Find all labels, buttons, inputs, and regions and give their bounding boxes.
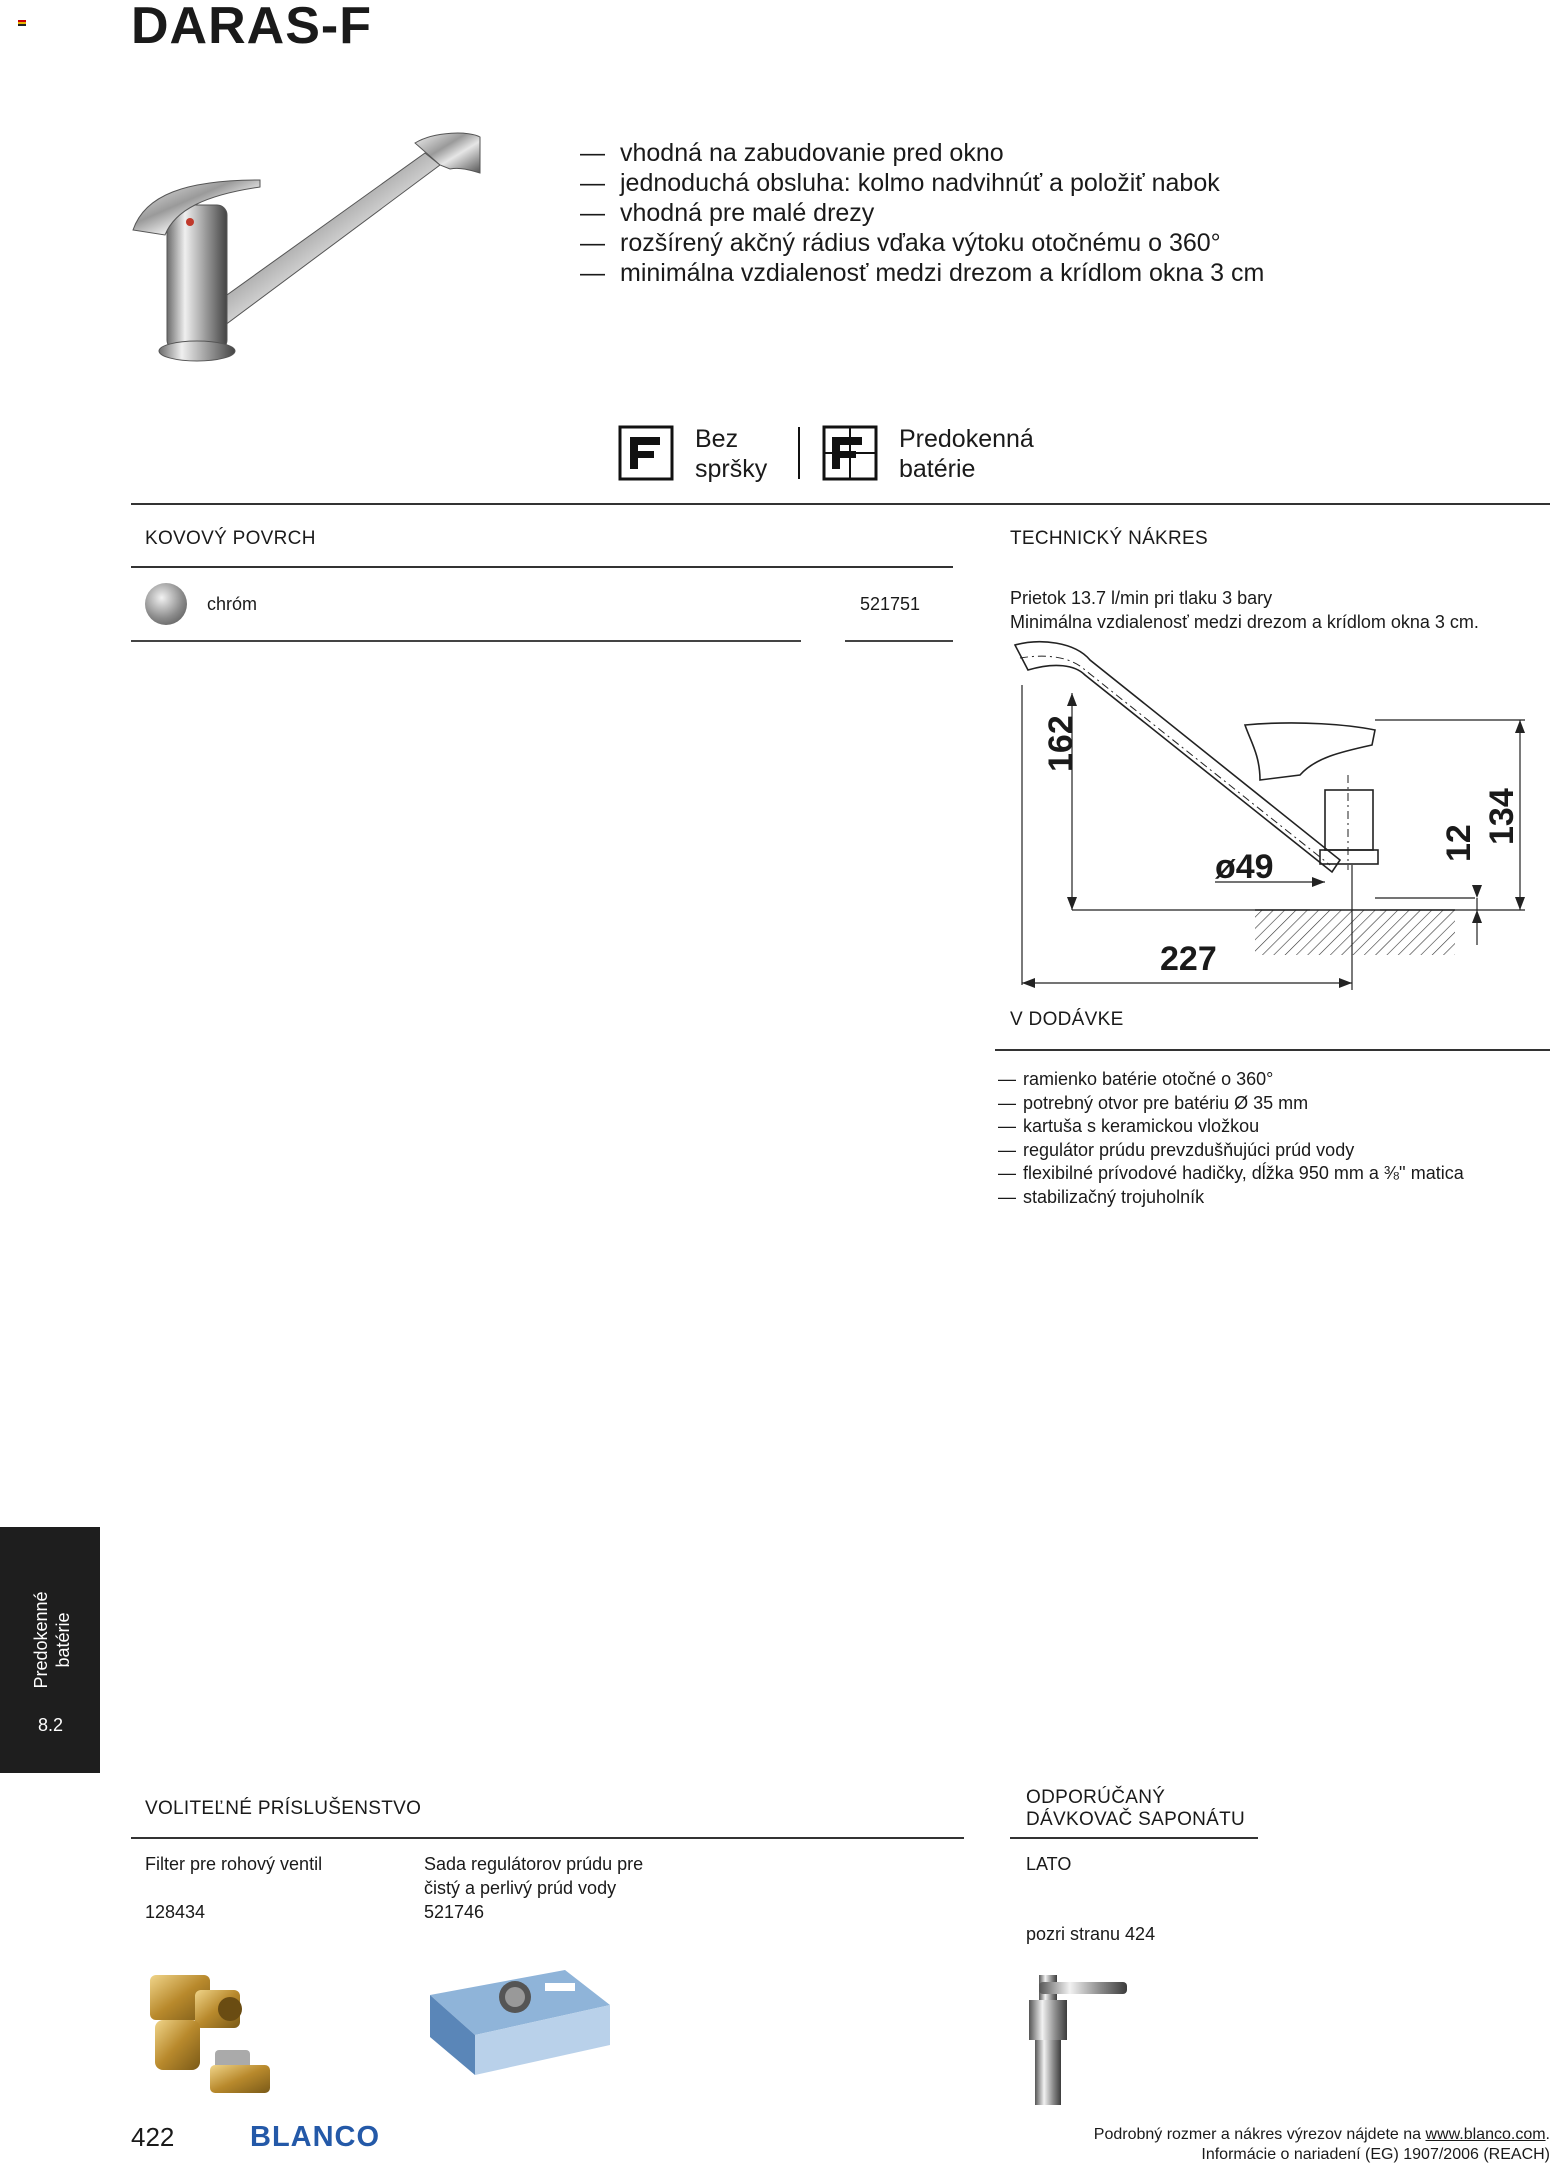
- badge-line: Bez: [695, 425, 739, 453]
- accessories-rule: [131, 1837, 964, 1839]
- accessory-item-filter: [145, 1852, 322, 1924]
- footer-line-1-end: .: [1545, 2126, 1550, 2143]
- dim-lever: 134: [1483, 788, 1521, 845]
- dim-diameter: ø49: [1215, 848, 1274, 886]
- accessory-code: 128434: [145, 1902, 206, 1922]
- accessory-name: Sada regulátorov prúdu pre: [424, 1854, 644, 1874]
- chapter-tab-line: batérie: [53, 1612, 73, 1668]
- footer-line-2: Informácie o nariadení (EG) 1907/2006 (REACH): [1201, 2146, 1550, 2163]
- footer-line-1-text: Podrobný rozmer a nákres výrezov nájdete na: [1093, 2126, 1426, 2143]
- accessory-code: 521746: [424, 1902, 485, 1922]
- finish-heading: KOVOVÝ POVRCH: [145, 528, 316, 549]
- accessory-item-regulator: [424, 1852, 643, 1924]
- dispenser-heading-line: DÁVKOVAČ SAPONÁTU: [1026, 1809, 1246, 1830]
- delivery-heading: V DODÁVKE: [1010, 1009, 1124, 1030]
- delivery-rule: [995, 1049, 1550, 1051]
- feature-item: — vhodná pre malé drezy: [620, 198, 1264, 228]
- soap-dispenser-image: [1025, 1970, 1135, 2110]
- feature-item: — rozšírený akčný rádius vďaka výtoku otočnému o 360°: [620, 228, 1264, 258]
- badge-line: Predokenná: [899, 425, 1034, 453]
- badge-line: batérie: [899, 455, 976, 483]
- technical-flow: Prietok 13.7 l/min pri tlaku 3 bary: [1010, 588, 1273, 608]
- finish-code-rule: [845, 640, 953, 642]
- badge-window-faucet: [899, 424, 1034, 484]
- dim-reach: 227: [1160, 940, 1217, 978]
- technical-drawing: [1000, 640, 1550, 1000]
- dispenser-rule: [1010, 1837, 1258, 1839]
- product-title: DARAS-F: [131, 0, 372, 55]
- feature-list: [620, 138, 1264, 288]
- chapter-tab-label: [30, 1591, 74, 1688]
- window-faucet-icon: [822, 425, 878, 481]
- feature-item: — minimálna vzdialenosť medzi drezom a krídlom okna 3 cm: [620, 258, 1264, 288]
- page-number: 422: [131, 2122, 175, 2152]
- country-flag-icon: [18, 20, 26, 26]
- delivery-item: — stabilizačný trojuholník: [1023, 1186, 1464, 1210]
- regulator-set-box-image: [425, 1965, 615, 2080]
- delivery-item: — flexibilné prívodové hadičky, dĺžka 950 mm a ⅜'' matica: [1023, 1162, 1464, 1186]
- dispenser-name: LATO: [1026, 1854, 1072, 1874]
- filter-valve-image: [140, 1965, 280, 2100]
- accessory-name: čistý a perlivý prúd vody: [424, 1878, 617, 1898]
- chapter-tab-line: Predokenné: [31, 1591, 51, 1689]
- no-spray-icon: [618, 425, 674, 481]
- section-divider: [131, 503, 1550, 505]
- accessory-name: Filter pre rohový ventil: [145, 1854, 323, 1874]
- feature-item: — vhodná na zabudovanie pred okno: [620, 138, 1264, 168]
- dispenser-heading-line: ODPORÚČANÝ: [1026, 1787, 1166, 1808]
- badge-no-spray: [695, 424, 767, 484]
- finish-code: 521751: [860, 594, 921, 614]
- website-link[interactable]: www.blanco.com: [1425, 2126, 1546, 2143]
- accessories-heading: VOLITEĽNÉ PRÍSLUŠENSTVO: [145, 1798, 422, 1819]
- delivery-item: — ramienko batérie otočné o 360°: [1023, 1068, 1464, 1092]
- finish-heading-rule: [131, 566, 953, 568]
- dim-thickness: 12: [1440, 824, 1478, 862]
- technical-heading: TECHNICKÝ NÁKRES: [1010, 528, 1209, 549]
- delivery-list: [1023, 1068, 1464, 1210]
- dispenser-page-ref: pozri stranu 424: [1026, 1924, 1156, 1944]
- technical-distance: Minimálna vzdialenosť medzi drezom a krídlom okna 3 cm.: [1010, 612, 1479, 632]
- footer-info: [1094, 2125, 1550, 2165]
- chapter-number: 8.2: [38, 1715, 64, 1735]
- footer-line-1: [1094, 2125, 1550, 2145]
- delivery-item: — regulátor prúdu prevzdušňujúci prúd vody: [1023, 1139, 1464, 1163]
- badge-line: spršky: [695, 455, 768, 483]
- blanco-logo: BLANCO: [250, 2121, 381, 2153]
- delivery-item: — kartuša s keramickou vložkou: [1023, 1115, 1464, 1139]
- chrome-swatch[interactable]: [145, 583, 187, 625]
- feature-item: — jednoduchá obsluha: kolmo nadvihnúť a položiť nabok: [620, 168, 1264, 198]
- finish-name: chróm: [207, 594, 258, 614]
- delivery-item: — potrebný otvor pre batériu Ø 35 mm: [1023, 1092, 1464, 1116]
- dim-height: 162: [1042, 715, 1080, 772]
- dispenser-heading: [1026, 1787, 1245, 1831]
- faucet-product-image: [125, 125, 495, 370]
- finish-row-rule: [131, 640, 801, 642]
- badge-divider: [798, 427, 800, 479]
